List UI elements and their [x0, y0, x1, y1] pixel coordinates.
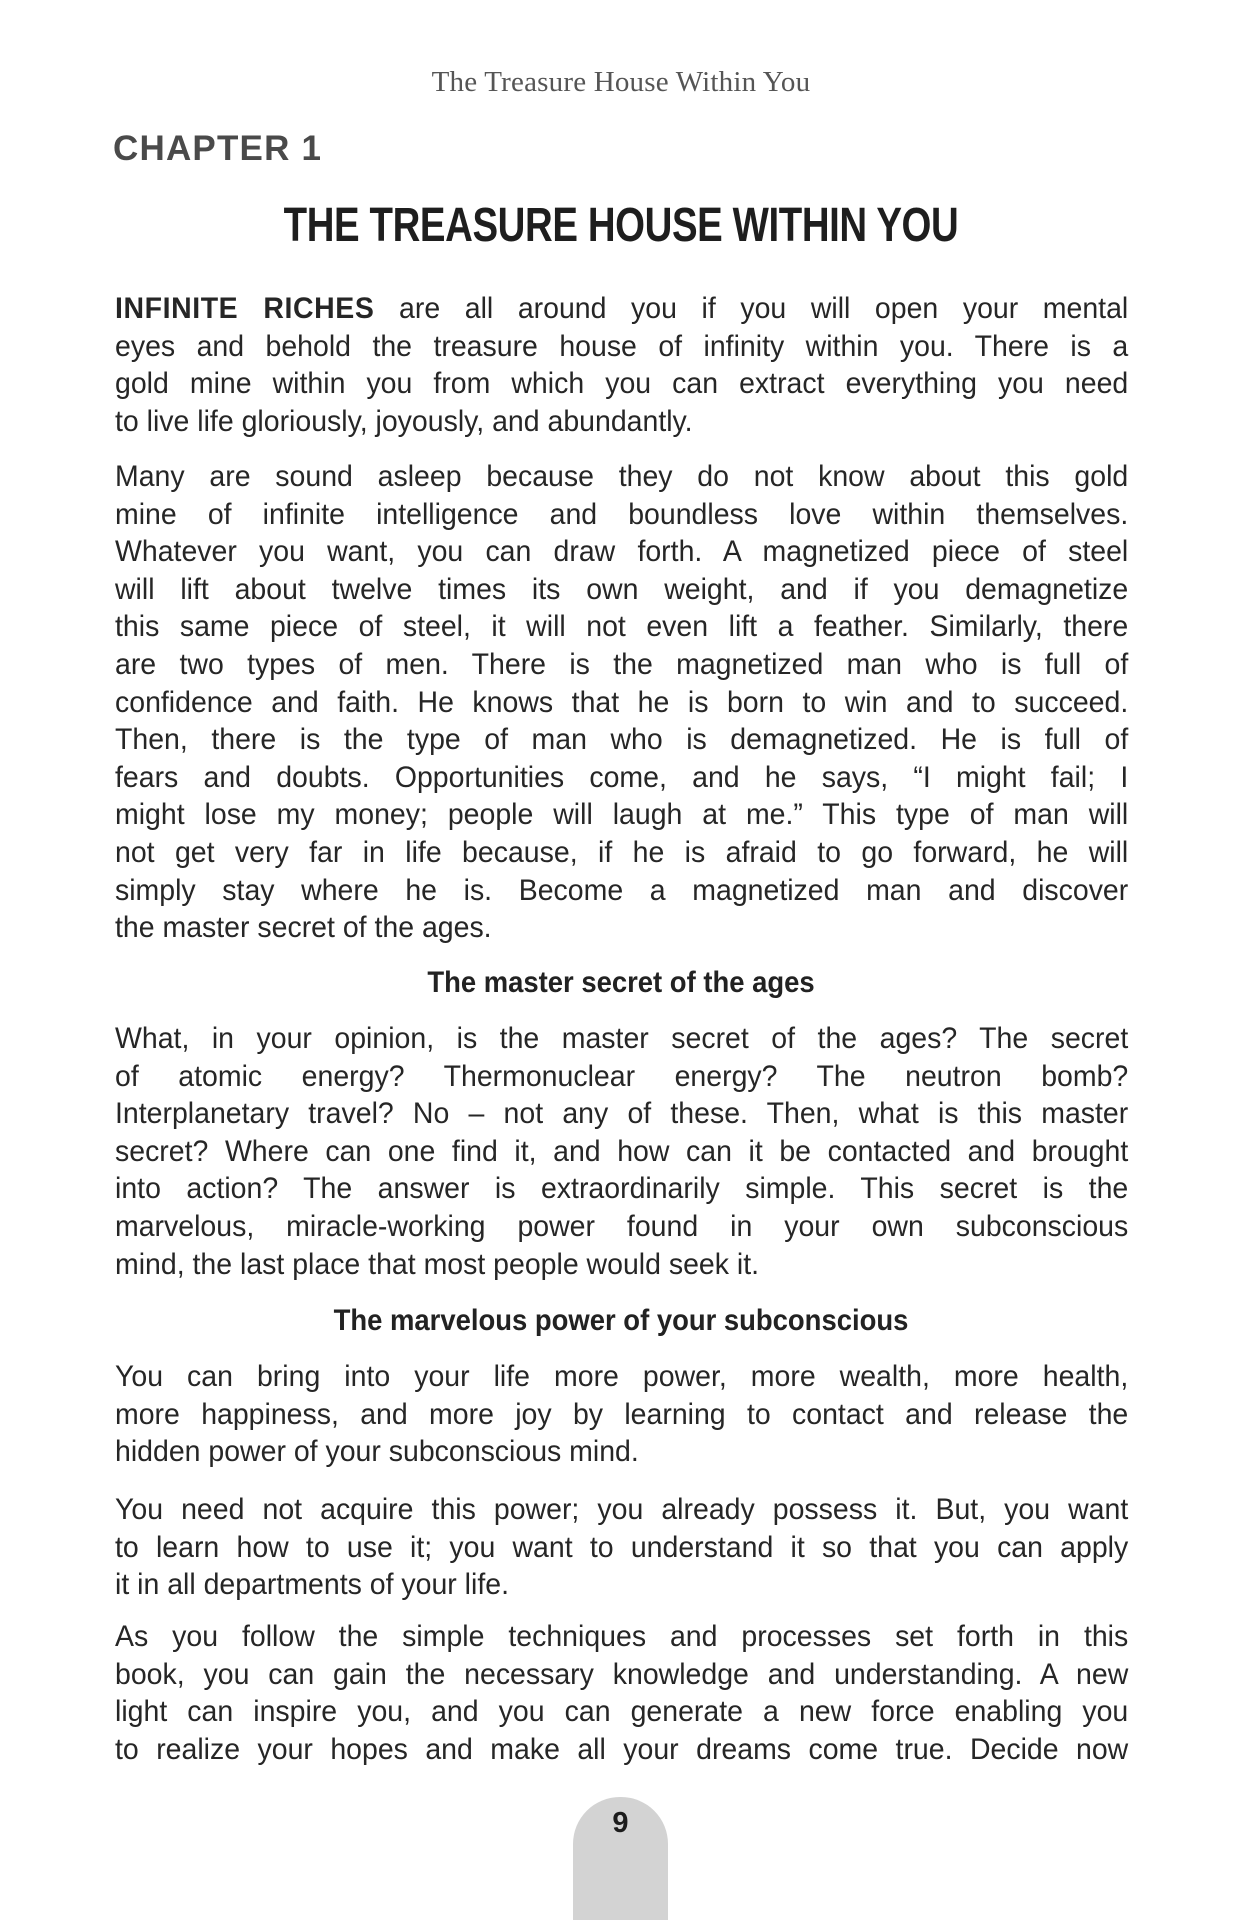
running-header: The Treasure House Within You: [431, 66, 811, 98]
paragraph-line: Many are sound asleep because they do not know about this gold: [115, 460, 1129, 493]
paragraph-line: fears and doubts. Opportunities come, and he says, “I might fail; I: [115, 760, 1129, 794]
paragraph-line: Interplanetary travel? No – not any of these. Then, what is this master: [115, 1097, 1129, 1131]
paragraph-line: mind, the last place that most people would seek it.: [115, 1247, 760, 1281]
paragraph-line: gold mine within you from which you can extract everything you need: [115, 367, 1129, 401]
paragraph-line: it in all departments of your life.: [115, 1568, 509, 1602]
paragraph-line: more happiness, and more joy by learning to contact and release the: [115, 1397, 1129, 1431]
lead-in-bold: INFINITE RICHES: [115, 292, 375, 325]
paragraph-line: confidence and faith. He knows that he is born to win and to succeed.: [115, 685, 1129, 719]
chapter-label: CHAPTER 1: [113, 129, 323, 168]
paragraph-line: marvelous, miracle-working power found in your own subconscious: [115, 1210, 1129, 1243]
paragraph-line: to learn how to use it; you want to understand it so that you can apply: [115, 1530, 1129, 1564]
paragraph-line: You can bring into your life more power, more wealth, more health,: [115, 1360, 1129, 1393]
paragraph-line: You need not acquire this power; you already possess it. But, you want: [115, 1493, 1129, 1526]
section-heading: The marvelous power of your subconscious: [333, 1304, 909, 1337]
paragraph-line: What, in your opinion, is the master secret of the ages? The secret: [115, 1022, 1129, 1055]
paragraph-line: As you follow the simple techniques and processes set forth in this: [115, 1620, 1129, 1653]
paragraph-line: might lose my money; people will laugh at me.” This type of man will: [115, 798, 1129, 832]
page-number: 9: [612, 1807, 629, 1839]
page-number-tab: [573, 1797, 668, 1920]
paragraph-line: Then, there is the type of man who is demagnetized. He is full of: [115, 723, 1129, 757]
paragraph-line: book, you can gain the necessary knowledge and understanding. A new: [115, 1657, 1129, 1691]
paragraph-line: simply stay where he is. Become a magnetized man and discover: [115, 873, 1129, 907]
paragraph-line: to realize your hopes and make all your dreams come true. Decide now: [115, 1732, 1129, 1766]
chapter-title: THE TREASURE HOUSE WITHIN YOU: [283, 199, 959, 252]
paragraph-line: will lift about twelve times its own weight, and if you demagnetize: [115, 572, 1129, 606]
paragraph-line: hidden power of your subconscious mind.: [115, 1435, 639, 1469]
paragraph-line: to live life gloriously, joyously, and abundantly.: [115, 404, 693, 438]
paragraph-line: into action? The answer is extraordinarily simple. This secret is the: [115, 1172, 1129, 1206]
paragraph-line: INFINITE RICHES are all around you if you will open your mental: [115, 292, 1129, 325]
paragraph-line: are two types of men. There is the magnetized man who is full of: [115, 648, 1129, 681]
paragraph-line: the master secret of the ages.: [115, 911, 492, 945]
paragraph-line: eyes and behold the treasure house of infinity within you. There is a: [115, 329, 1129, 363]
paragraph-line: not get very far in life because, if he is afraid to go forward, he will: [115, 836, 1129, 869]
paragraph-line: mine of infinite intelligence and boundless love within themselves.: [115, 497, 1129, 531]
paragraph-line: secret? Where can one find it, and how can it be contacted and brought: [115, 1134, 1129, 1168]
paragraph-line: this same piece of steel, it will not even lift a feather. Similarly, there: [115, 610, 1129, 644]
paragraph-line: of atomic energy? Thermonuclear energy? The neutron bomb?: [115, 1059, 1129, 1093]
paragraph-line: Whatever you want, you can draw forth. A magnetized piece of steel: [115, 535, 1129, 569]
paragraph-line: light can inspire you, and you can generate a new force enabling you: [115, 1695, 1129, 1729]
section-heading: The master secret of the ages: [427, 966, 815, 999]
